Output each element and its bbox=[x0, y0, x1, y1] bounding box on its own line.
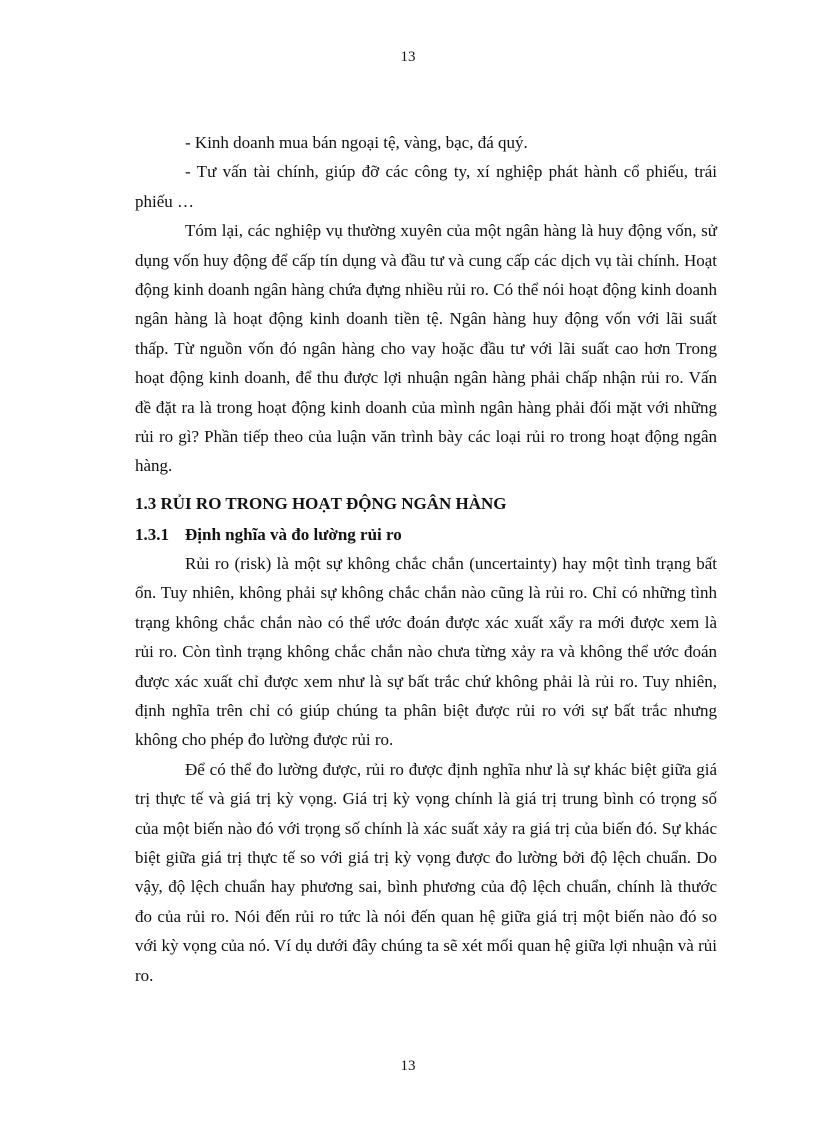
paragraph-risk-measurement: Để có thể đo lường được, rủi ro được định nghĩa như là sự khác biệt giữa giá trị thực tế và giá trị kỳ vọng. Giá trị kỳ vọng chính là giá trị trung bình có trọng số của một biến nào đó với trọng số chính là xác suất xảy ra giá trị của biến đó. Sự khác biệt giữa giá trị thực tế so với giá trị kỳ vọng được đo lường bởi độ lệch chuẩn. Do vậy, độ lệch chuẩn hay phương sai, bình phương của độ lệch chuẩn, chính là thước đo của rủi ro. Nói đến rủi ro tức là nói đến quan hệ giữa giá trị một biến nào đó so với kỳ vọng của nó. Ví dụ dưới đây chúng ta sẽ xét mối quan hệ giữa lợi nhuận và rủi ro. bbox=[135, 759, 717, 985]
subsection-title: Định nghĩa và đo lường rủi ro bbox=[185, 524, 402, 544]
section-heading: 1.3 RỦI RO TRONG HOẠT ĐỘNG NGÂN HÀNG bbox=[135, 493, 507, 513]
document-body bbox=[135, 128, 717, 990]
subsection-number: 1.3.1 bbox=[135, 524, 169, 544]
paragraph-bullet-advisory: - Tư vấn tài chính, giúp đỡ các công ty, xí nghiệp phát hành cổ phiếu, trái phiếu … bbox=[135, 162, 717, 211]
subsection-heading bbox=[135, 520, 717, 549]
paragraph-summary: Tóm lại, các nghiệp vụ thường xuyên của một ngân hàng là huy động vốn, sử dụng vốn huy động để cấp tín dụng và đầu tư và cung cấp các dịch vụ tài chính. Hoạt động kinh doanh ngân hàng chứa đựng nhiều rủi ro. Có thể nói hoạt động kinh doanh ngân hàng là hoạt động kinh doanh tiền tệ. Ngân hàng huy động vốn với lãi suất thấp. Từ nguồn vốn đó ngân hàng cho vay hoặc đầu tư với lãi suất cao hơn Trong hoạt động kinh doanh, để thu được lợi nhuận ngân hàng phải chấp nhận rủi ro. Vấn đề đặt ra là trong hoạt động kinh doanh của mình ngân hàng phải đối mặt với những rủi ro gì? Phần tiếp theo của luận văn trình bày các loại rủi ro trong hoạt động ngân hàng. bbox=[135, 221, 717, 476]
page-number-top: 13 bbox=[400, 49, 416, 65]
paragraph-risk-definition: Rủi ro (risk) là một sự không chắc chắn (uncertainty) hay một tình trạng bất ổn. Tuy nhiên, không phải sự không chắc chắn nào cũng là rủi ro. Chỉ có những tình trạng không chắc chắn nào có thể ước đoán được xác xuất xẩy ra mới được xem là rủi ro. Còn tình trạng không chắc chắn nào chưa từng xảy ra và không thể ước đoán được xác xuất chỉ được xem như là sự bất trắc chứ không phải là rủi ro. Tuy nhiên, định nghĩa trên chỉ có giúp chúng ta phân biệt được rủi ro với sự bất trắc nhưng không cho phép đo lường được rủi ro. bbox=[135, 553, 717, 750]
paragraph-bullet-forex: - Kinh doanh mua bán ngoại tệ, vàng, bạc, đá quý. bbox=[185, 133, 528, 152]
page-number-bottom: 13 bbox=[400, 1058, 416, 1074]
